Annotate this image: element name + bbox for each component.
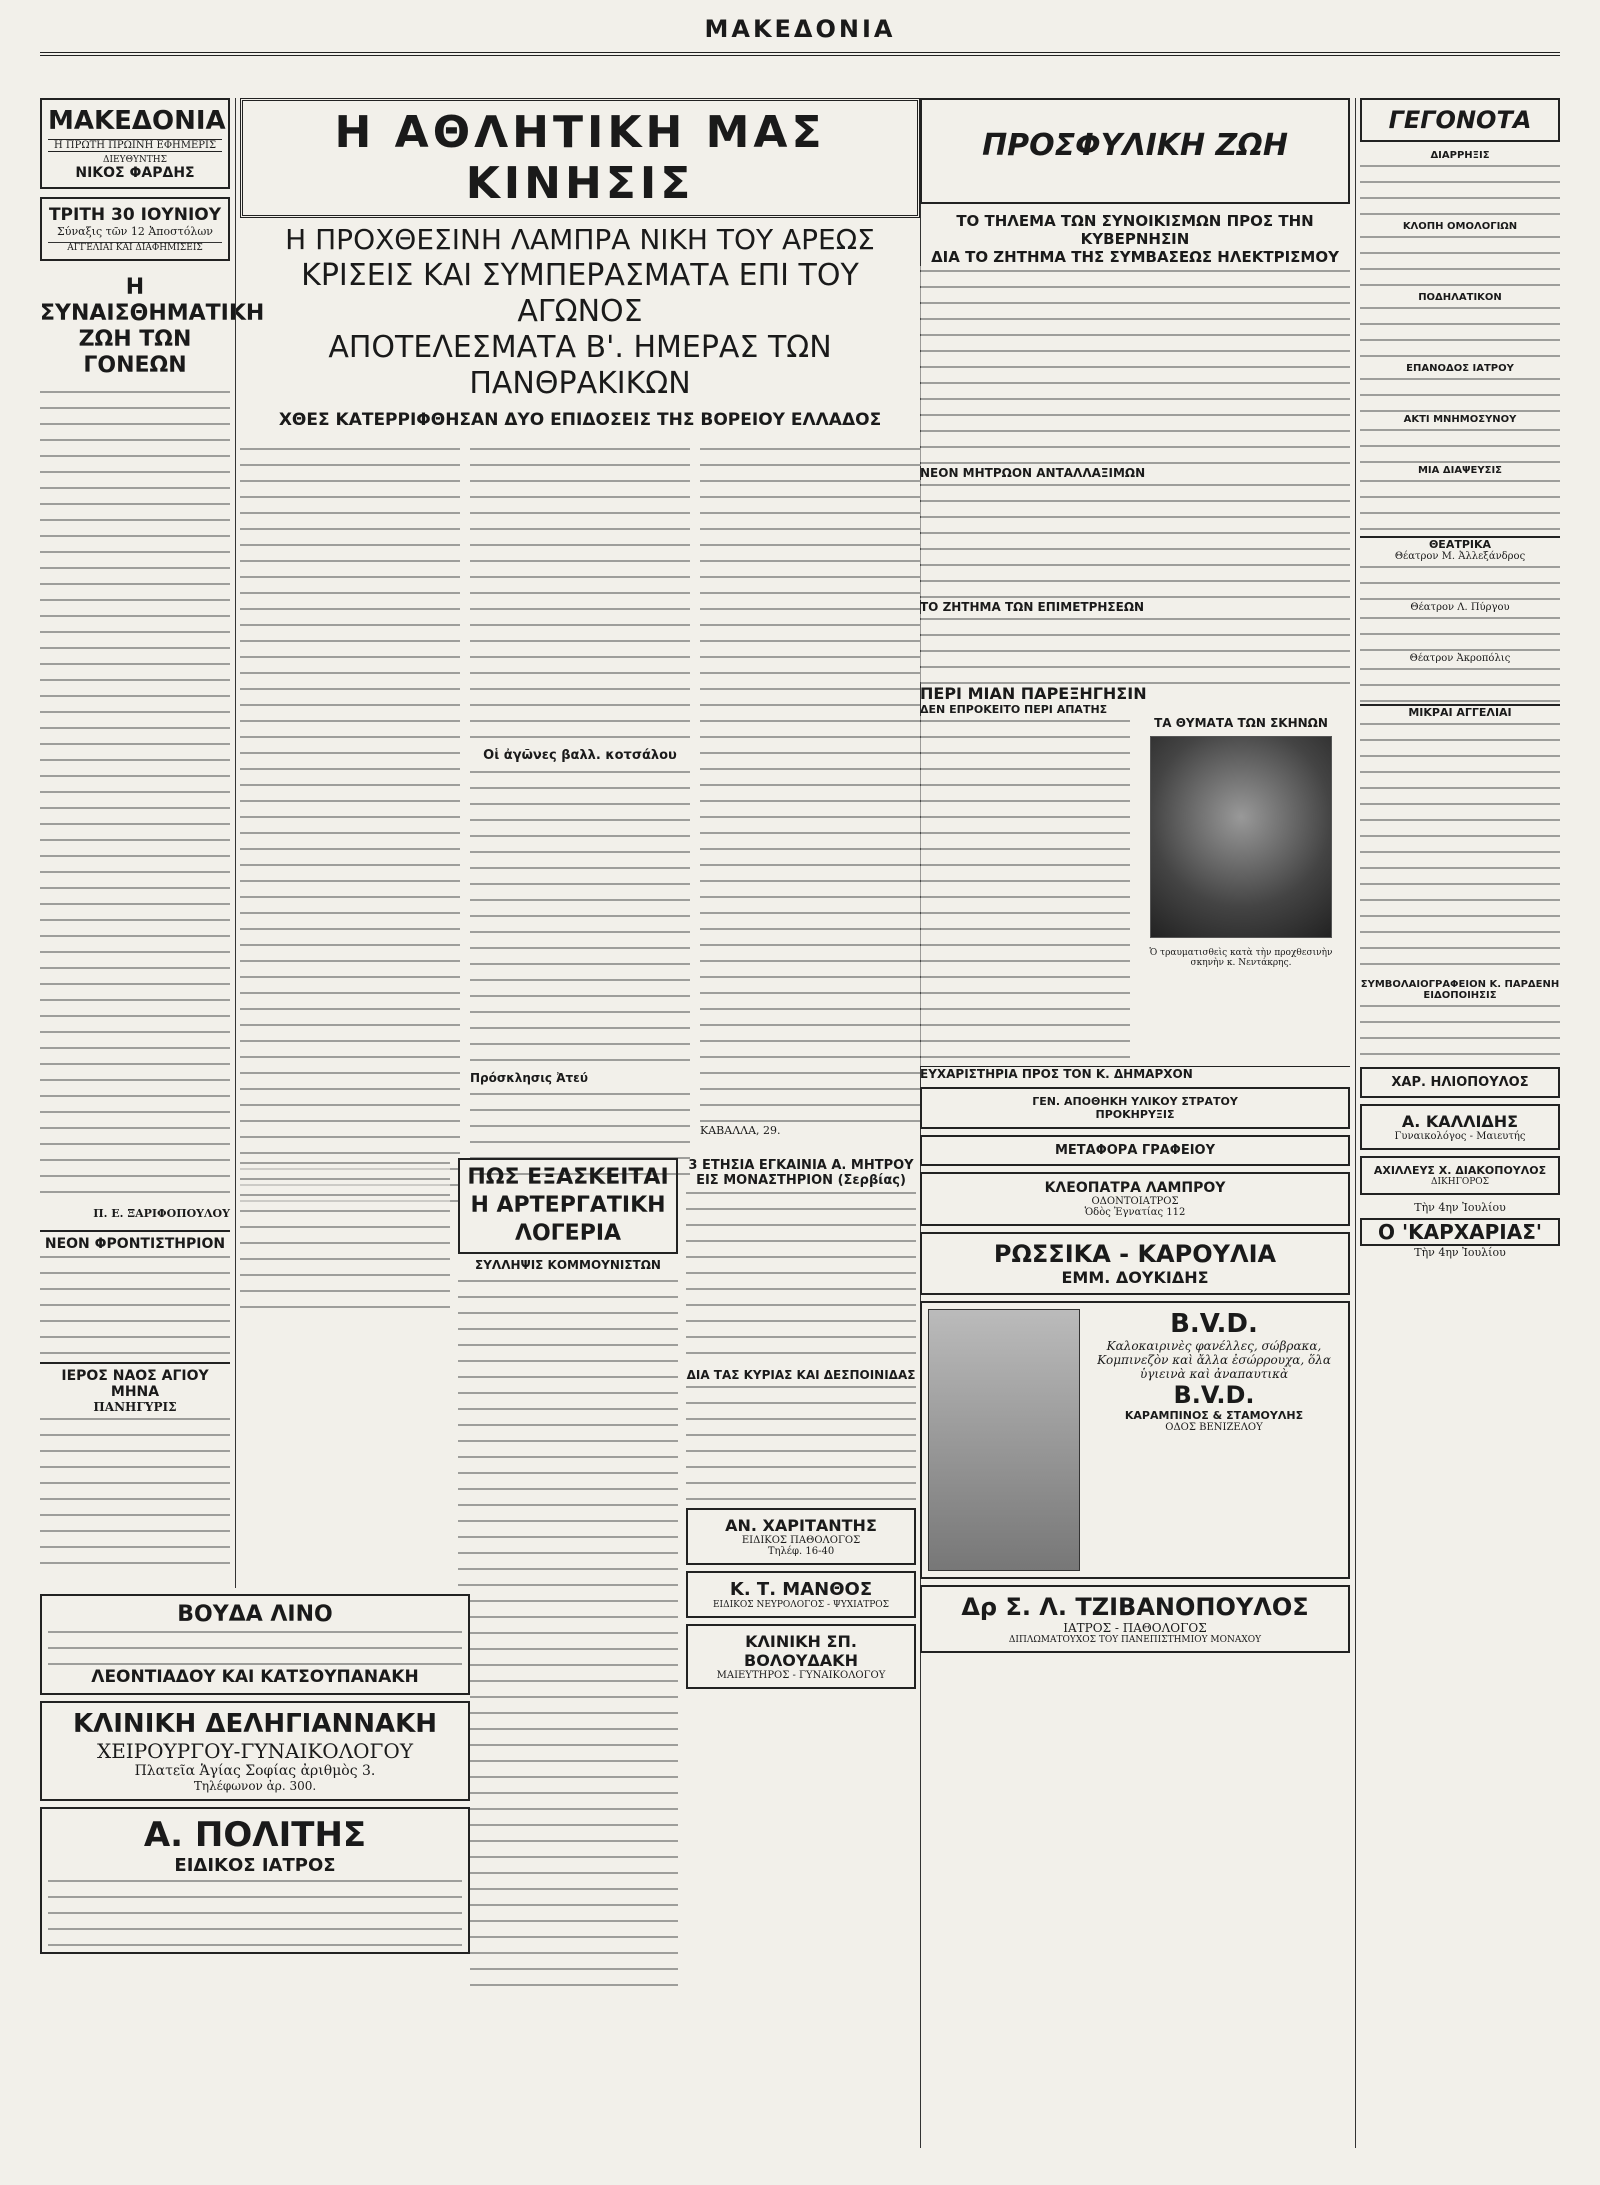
doctor-ad: [920, 1585, 1350, 1653]
bvd-text: Καλοκαιρινὲς φανέλλες, σώβρακα, Κομπινεζὸν καὶ ἄλλα ἐσώρρουχα, ὅλα ὑγιεινὰ καὶ ἀναπαυτικὰ: [1097, 1339, 1331, 1381]
bvd-shop: ΚΑΡΑΜΠΙΝΟΣ & ΣΤΑΜΟΥΛΗΣ: [1124, 1409, 1304, 1422]
theatre-2: Θέατρον Λ. Πύργου: [1410, 602, 1510, 613]
karcharias-title: Ο 'ΚΑΡΧΑΡΙΑΣ': [1360, 1218, 1560, 1246]
masthead: ΜΑΚΕΔΟΝΙΑ: [704, 15, 896, 43]
article-author: Π. Ε. ΞΑΡΙΦΟΠΟΥΛΟΥ: [93, 1207, 230, 1220]
lawyer-name: ΑΧΙΛΛΕΥΣ Χ. ΔΙΑΚΟΠΟΥΛΟΣ: [1373, 1164, 1547, 1177]
issue-date: ΤΡΙΤΗ 30 ΙΟΥΝΙΟΥ: [48, 205, 222, 225]
doctor-2-name: Κ. Τ. ΜΑΝΘΟΣ: [729, 1579, 873, 1600]
lawyer-role: ΔΙΚΗΓΟΡΟΣ: [1430, 1177, 1490, 1187]
doctor-diploma: ΔΙΠΛΩΜΑΤΟΥΧΟΣ ΤΟΥ ΠΑΝΕΠΙΣΤΗΜΙΟΥ ΜΟΝΑΧΟΥ: [1008, 1635, 1262, 1645]
refugee-sub-1: ΝΕΟΝ ΜΗΤΡΩΟΝ ΑΝΤΑΛΛΑΞΙΜΩΝ: [920, 466, 1146, 480]
paper-nameplate: [40, 98, 230, 189]
doctor-name: Δρ Σ. Λ. ΤΖΙΒΑΝΟΠΟΥΛΟΣ: [961, 1593, 1309, 1621]
refugee-banner: [920, 98, 1350, 204]
bvd-title-2: B.V.D.: [1173, 1381, 1255, 1409]
doctor-ad-2: [686, 1571, 916, 1618]
clinic-ad: [686, 1624, 916, 1689]
school-ad-body: [40, 1252, 230, 1362]
refugee-sub-2: ΤΟ ΖΗΤΗΜΑ ΤΩΝ ΕΠΙΜΕΤΡΗΣΕΩΝ: [920, 600, 1145, 614]
communist-sub: ΣΥΛΛΗΨΙΣ ΚΟΜΜΟΥΝΙΣΤΩΝ: [475, 1258, 661, 1272]
doctor-2-role: ΕΙΔΙΚΟΣ ΝΕΥΡΟΛΟΓΟΣ - ΨΥΧΙΑΤΡΟΣ: [712, 1600, 890, 1610]
theatre-section-head: ΘΕΑΤΡΙΚΑ: [1360, 536, 1560, 551]
theatre-3: Θέατρον Ἀκροπόλις: [1409, 653, 1511, 664]
church-title: ΙΕΡΟΣ ΝΑΟΣ ΑΓΙΟΥ ΜΗΝΑ: [40, 1362, 230, 1400]
refugee-banner-title: ΠΡΟΣΦΥΛΙΚΗ ΖΩΗ: [982, 128, 1288, 163]
shoes-dealer: ΕΜΜ. ΔΟΥΚΙΔΗΣ: [1061, 1268, 1209, 1287]
ateg-subhead: Πρόσκλησις Ἀτεύ: [470, 1071, 588, 1085]
masthead-rule: [40, 52, 1560, 56]
sports-text-col-1: [240, 444, 460, 1204]
news-header: ΓΕΓΟΝΟΤΑ: [1388, 106, 1532, 134]
theatre-head: ΤΑ ΘΥΜΑΤΑ ΤΩΝ ΣΚΗΝΩΝ: [1154, 716, 1328, 730]
doctor-1-phone: Τηλέφ. 16-40: [767, 1546, 835, 1557]
clinic-ad-2: [40, 1701, 470, 1801]
refugee-sub-3: ΠΕΡΙ ΜΙΑΝ ΠΑΡΕΞΗΓΗΣΙΝ: [920, 684, 1147, 703]
release-date: Τὴν 4ην Ἰουλίου: [1414, 1201, 1506, 1214]
paper-subtitle: Η ΠΡΩΤΗ ΠΡΩΙΝΗ ΕΦΗΜΕΡΙΣ: [48, 139, 222, 152]
transfer-ad: [920, 1135, 1350, 1166]
church-body: [40, 1414, 230, 1574]
shoes-ad: [920, 1232, 1350, 1295]
clinic-2-head: ΚΛΙΝΙΚΗ ΔΕΛΗΓΙΑΝΝΑΚΗ: [72, 1709, 437, 1739]
lower-col-3: [686, 1158, 916, 2148]
army-sub: ΠΡΟΚΗΡΥΞΙΣ: [1095, 1108, 1175, 1121]
feast-day: Σύναξις τῶν 12 Ἀποστόλων: [57, 225, 213, 238]
doctor-ad-1: [686, 1508, 916, 1565]
clinic-2-address: Πλατεῖα Ἁγίας Σοφίας ἀριθμὸς 3.: [134, 1763, 376, 1779]
linen-ad: [40, 1594, 470, 1695]
section-title: Η ΣΥΝΑΙΣΘΗΜΑΤΙΚΗ ΖΩΗ ΤΩΝ ΓΟΝΕΩΝ: [40, 275, 265, 378]
news-item-5: ΑΚΤΙ ΜΝΗΜΟΣΥΝΟΥ: [1360, 414, 1560, 465]
lower-col-2: [458, 1158, 678, 2148]
paper-title: ΜΑΚΕΔΟΝΙΑ: [48, 106, 226, 136]
news-item-2: ΚΛΟΠΗ ΟΜΟΛΟΓΙΩΝ: [1360, 221, 1560, 292]
dentist-ad: [920, 1172, 1350, 1226]
clinic-sub: ΜΑΙΕΥΤΗΡΟΣ - ΓΥΝΑΙΚΟΛΟΓΟΥ: [716, 1670, 886, 1681]
transfer-head: ΜΕΤΑΦΟΡΑ ΓΡΑΦΕΙΟΥ: [1054, 1143, 1216, 1158]
refugee-head-1: ΤΟ ΤΗΛΕΜΑ ΤΩΝ ΣΥΝΟΙΚΙΣΜΩΝ ΠΡΟΣ ΤΗΝ ΚΥΒΕΡΝΗΣΙΝ: [956, 212, 1314, 248]
ads-title: ΑΓΓΕΛΙΑΙ ΚΑΙ ΔΙΑΦΗΜΙΣΕΙΣ: [48, 242, 222, 253]
news-column: [1360, 98, 1560, 2148]
notary-head: ΣΥΜΒΟΛΑΙΟΓΡΑΦΕΙΟΝ Κ. ΠΑΡΔΕΝΗ: [1360, 979, 1560, 990]
director-name: ΝΙΚΟΣ ΦΑΡΔΗΣ: [75, 165, 195, 181]
sports-head-3: ΑΠΟΤΕΛΕΣΜΑΤΑ Β'. ΗΜΕΡΑΣ ΤΩΝ ΠΑΝΘΡΑΚΙΚΩΝ: [328, 330, 832, 401]
doctor-ad-4: [1360, 1104, 1560, 1150]
clinic-2-phone: Τηλέφωνον ἀρ. 300.: [193, 1779, 317, 1793]
director-label: ΔΙΕΥΘΥΝΤΗΣ: [103, 155, 167, 165]
refugee-sub-3b: ΔΕΝ ΕΠΡΟΚΕΙΤΟ ΠΕΡΙ ΑΠΑΤΗΣ: [920, 703, 1108, 716]
kavala-dateline: ΚΑΒΑΛΛΑ, 29.: [700, 1124, 781, 1137]
clinic-head: ΚΛΙΝΙΚΗ ΣΠ. ΒΟΛΟΥΔΑΚΗ: [744, 1632, 858, 1670]
refugee-column: [920, 98, 1350, 2148]
politis-ad: [40, 1807, 470, 1954]
news-item-4: ΕΠΑΝΟΔΟΣ ΙΑΤΡΟΥ: [1360, 363, 1560, 414]
bvd-figure: [928, 1309, 1080, 1571]
sports-head-4: ΧΘΕΣ ΚΑΤΕΡΡΙΦΘΗΣΑΝ ΔΥΟ ΕΠΙΔΟΣΕΙΣ ΤΗΣ ΒΟΡΕΙΟΥ ΕΛΛΑΔΟΣ: [278, 410, 882, 430]
sports-head-2: ΚΡΙΣΕΙΣ ΚΑΙ ΣΥΜΠΕΡΑΣΜΑΤΑ ΕΠΙ ΤΟΥ ΑΓΩΝΟΣ: [301, 258, 859, 329]
date-box: [40, 197, 230, 261]
doctor-3-name: ΧΑΡ. ΗΛΙΟΠΟΥΛΟΣ: [1391, 1075, 1529, 1090]
refugee-sub-4: ΕΥΧΑΡΙΣΤΗΡΙΑ ΠΡΟΣ ΤΟΝ Κ. ΔΗΜΑΡΧΟΝ: [920, 1066, 1350, 1081]
bvd-ad: [920, 1301, 1350, 1579]
theatre-1: Θέατρον Μ. Ἀλλεξάνδρος: [1394, 551, 1526, 562]
dentist-address: Ὁδὸς Ἐγνατίας 112: [1084, 1207, 1186, 1218]
bvd-title: B.V.D.: [1170, 1309, 1258, 1339]
news-item-3: ΠΟΔΗΛΑΤΙΚΟΝ: [1360, 292, 1560, 363]
politis-name: Α. ΠΟΛΙΤΗΣ: [143, 1815, 367, 1855]
refugee-head-2: ΔΙΑ ΤΟ ΖΗΤΗΜΑ ΤΗΣ ΣΥΜΒΑΣΕΩΣ ΗΛΕΚΤΡΙΣΜΟΥ: [931, 248, 1339, 266]
linen-ad-head: ΒΟΥΔΑ ΛΙΝΟ: [177, 1602, 333, 1627]
news-item-6: ΜΙΑ ΔΙΑΨΕΥΣΙΣ: [1360, 465, 1560, 536]
photo-caption: Ὁ τραυματισθεὶς κατὰ τὴν προχθεσινὴν σκηνὴν κ. Νεντάκρης.: [1149, 948, 1333, 968]
doctor-4-name: Α. ΚΑΛΛΙΔΗΣ: [1401, 1112, 1519, 1131]
basketball-subhead: Οἱ ἀγῶνες βαλλ. κοτσάλου: [483, 748, 677, 763]
doctor-1-role: ΕΙΔΙΚΟΣ ΠΑΘΟΛΟΓΟΣ: [741, 1535, 861, 1546]
victim-photo: [1150, 736, 1332, 938]
theatre-box: [1136, 716, 1346, 1066]
politis-role: ΕΙΔΙΚΟΣ ΙΑΤΡΟΣ: [174, 1855, 336, 1876]
festival-title: ΠΑΝΗΓΥΡΙΣ: [93, 1400, 177, 1414]
sports-text-col-3: [700, 444, 920, 1204]
army-head: ΓΕΝ. ΑΠΟΘΗΚΗ ΥΛΙΚΟΥ ΣΤΡΑΤΟΥ: [1032, 1095, 1238, 1108]
left-ads: [40, 1588, 470, 2148]
dentist-role: ΟΔΟΝΤΟΙΑΤΡΟΣ: [1091, 1196, 1179, 1207]
lawyer-ad: [1360, 1156, 1560, 1195]
sports-text-col-2: [470, 444, 690, 1204]
newspaper-page: [40, 58, 1560, 2168]
doctor-4-role: Γυναικολόγος - Μαιευτής: [1394, 1131, 1526, 1142]
sports-section: [240, 98, 920, 1148]
article-body: [40, 387, 230, 1207]
communist-head: ΠΩΣ ΕΞΑΣΚΕΙΤΑΙ Η ΑΡΤΕΡΓΑΤΙΚΗ ΛΟΓΕΡΙΑ: [458, 1158, 678, 1254]
school-ad-title: ΝΕΟΝ ΦΡΟΝΤΙΣΤΗΡΙΟΝ: [40, 1230, 230, 1252]
karcharias-date: Τὴν 4ην Ἰουλίου: [1414, 1246, 1506, 1259]
army-ad: [920, 1087, 1350, 1129]
column-rule: [1355, 98, 1356, 2148]
dentist-name: ΚΛΕΟΠΑΤΡΑ ΛΑΜΠΡΟΥ: [1044, 1180, 1226, 1196]
linen-ad-brand: ΛΕΟΝΤΙΑΔΟΥ ΚΑΙ ΚΑΤΣΟΥΠΑΝΑΚΗ: [91, 1667, 419, 1687]
sports-banner: Η ΑΘΛΗΤΙΚΗ ΜΑΣ ΚΙΝΗΣΙΣ: [240, 98, 920, 218]
doctor-role: ΙΑΤΡΟΣ - ΠΑΘΟΛΟΓΟΣ: [1063, 1621, 1207, 1635]
refugee-text: [920, 716, 1130, 1066]
clinic-2-sub: ΧΕΙΡΟΥΡΓΟΥ-ΓΥΝΑΙΚΟΛΟΓΟΥ: [96, 1739, 414, 1763]
ladies-head: ΔΙΑ ΤΑΣ ΚΥΡΙΑΣ ΚΑΙ ΔΕΣΠΟΙΝΙΔΑΣ: [686, 1368, 916, 1382]
news-header-box: [1360, 98, 1560, 142]
shoes-head: ΡΩΣΣΙΚΑ - ΚΑΡΟΥΛΙΑ: [993, 1240, 1277, 1268]
bvd-address: ΟΔΟΣ ΒΕΝΙΖΕΛΟΥ: [1165, 1422, 1263, 1433]
monastir-head: 3 ΕΤΗΣΙΑ ΕΓΚΑΙΝΙΑ Α. ΜΗΤΡΟΥ ΕΙΣ ΜΟΝΑΣΤΗΡΙΟΝ (Σερβίας): [688, 1158, 914, 1188]
sports-head-1: Η ΠΡΟΧΘΕΣΙΝΗ ΛΑΜΠΡΑ ΝΙΚΗ ΤΟΥ ΑΡΕΩΣ: [285, 223, 875, 256]
notary-sub: ΕΙΔΟΠΟΙΗΣΙΣ: [1423, 990, 1497, 1001]
small-ads-head: ΜΙΚΡΑΙ ΑΓΓΕΛΙΑΙ: [1360, 704, 1560, 719]
news-item-1: ΔΙΑΡΡΗΞΙΣ: [1360, 150, 1560, 221]
doctor-1-name: ΑΝ. ΧΑΡΙΤΑΝΤΗΣ: [725, 1516, 877, 1535]
doctor-ad-3: [1360, 1067, 1560, 1098]
